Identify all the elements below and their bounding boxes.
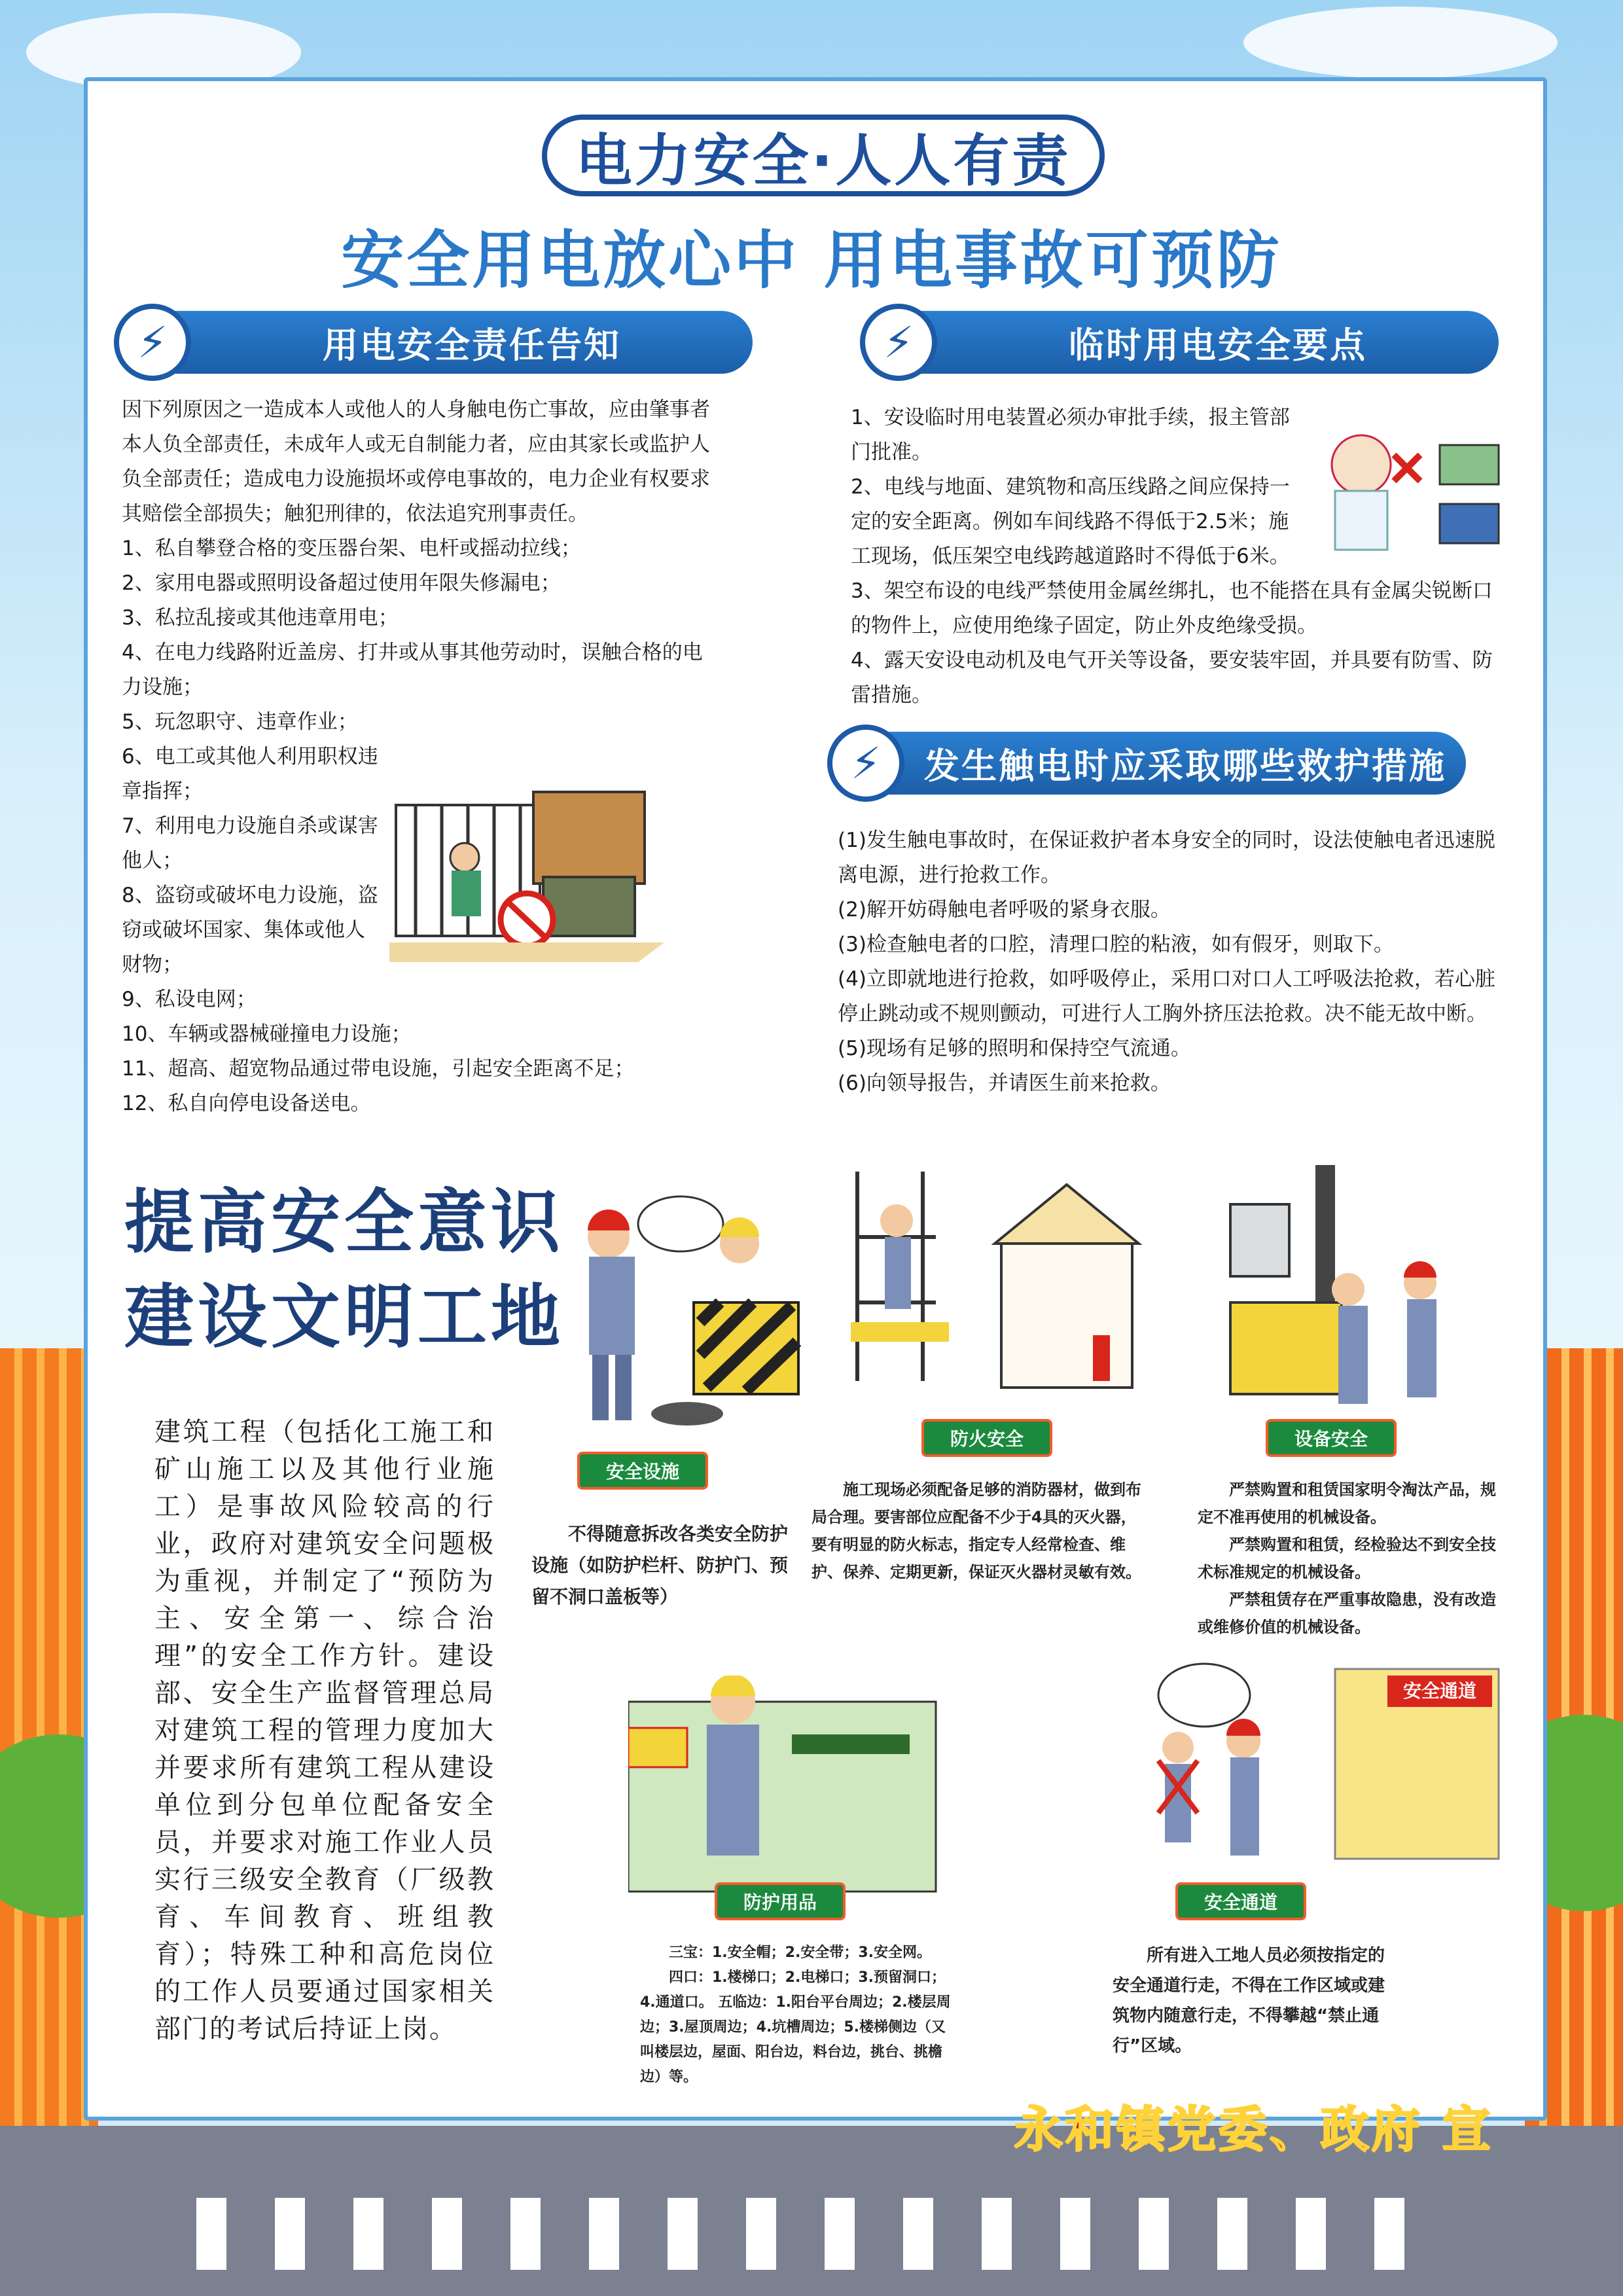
rescue-text xyxy=(838,823,1505,1101)
page-title: 电力安全·人人有责 xyxy=(575,128,1071,194)
notice-text xyxy=(122,393,711,1121)
list-item: (4)立即就地进行抢救，如呼吸停止，采用口对口人工呼吸法抢救，若心脏停止跳动或不规则颤动，可进行人工胸外挤压法抢救。决不能无故中断。 xyxy=(838,967,1495,1026)
no-touch-warning-illustration xyxy=(1315,419,1505,563)
lightning-icon: ⚡ xyxy=(114,304,191,381)
card-paragraph: 严禁租赁存在严重事故隐患，没有改造或维修价值的机械设备。 xyxy=(1198,1590,1496,1636)
list-item: 10、车辆或器械碰撞电力设施； xyxy=(122,1022,412,1046)
list-item: 8、盗窃或破坏电力设施，盗窃或破坏国家、集体或他人财物； xyxy=(122,884,378,977)
list-item: (1)发生触电事故时，在保证救护者本身安全的同时，设法使触电者迅速脱离电源，进行抢救工作。 xyxy=(838,829,1495,887)
slogan xyxy=(124,1175,564,1365)
card-text-equipment-safety xyxy=(1198,1476,1499,1641)
section-title: 发生触电时应采取哪些救护措施 xyxy=(924,745,1446,787)
slogan-line: 建设文明工地 xyxy=(124,1277,564,1357)
card-paragraph: 不得随意拆改各类安全防护设施（如防护栏杆、防护门、预留不洞口盖板等） xyxy=(531,1523,789,1607)
list-item: (2)解开妨碍触电者呼吸的紧身衣服。 xyxy=(838,898,1171,922)
card-paragraph: 四口：1.楼梯口；2.电梯口；3.预留洞口；4.通道口。 五临边：1.阳台平台周边；2.楼层周边；3.屋顶周边；4.坑槽周边；5.楼梯侧边（又叫楼层边，屋面、阳台边，料台边，挑台、挑檐边）等。 xyxy=(640,1969,951,2085)
section-title: 用电安全责任告知 xyxy=(323,324,621,366)
card-text-safety-facilities xyxy=(531,1518,793,1613)
card-text-fire-safety xyxy=(812,1476,1152,1586)
equipment-safety-illustration xyxy=(1217,1165,1479,1427)
card-paragraph: 所有进入工地人员必须按指定的安全通道行走，不得在工作区域或建筑物内随意行走，不得攀越“禁止通行”区域。 xyxy=(1113,1946,1385,2056)
section-header-temporary xyxy=(870,311,1499,374)
list-item: 2、家用电器或照明设备超过使用年限失修漏电； xyxy=(122,571,561,595)
fire-safety-illustration xyxy=(844,1172,1158,1420)
list-item: (3)检查触电者的口腔，清理口腔的粘液，如有假牙，则取下。 xyxy=(838,933,1394,956)
list-item: 7、利用电力设施自杀或谋害他人； xyxy=(122,814,378,872)
section-header-notice xyxy=(124,311,753,374)
safety-facilities-illustration xyxy=(556,1191,818,1440)
badge-protective-gear: 防护用品 xyxy=(717,1885,843,1918)
title-banner xyxy=(542,115,1105,196)
section-title: 临时用电安全要点 xyxy=(1069,324,1367,366)
card-text-safe-passage xyxy=(1113,1941,1400,2061)
list-item: 9、私设电网； xyxy=(122,988,257,1011)
list-item: 6、电工或其他人利用职权违章指挥； xyxy=(122,745,378,803)
safe-passage-illustration xyxy=(1139,1656,1505,1872)
list-item: 12、私自向停电设备送电。 xyxy=(122,1092,371,1115)
list-item: 1、私自攀登合格的变压器台架、电杆或摇动拉线； xyxy=(122,537,581,560)
card-paragraph: 严禁购置和租赁国家明令淘汰产品，规定不准再使用的机械设备。 xyxy=(1198,1480,1496,1526)
lightning-icon: ⚡ xyxy=(827,725,904,802)
list-item: 4、在电力线路附近盖房、打井或从事其他劳动时，误触合格的电力设施； xyxy=(122,641,703,699)
footer-publisher: 永和镇党委、政府 宣 xyxy=(1014,2102,1493,2158)
lightning-icon: ⚡ xyxy=(860,304,937,381)
notice-intro: 因下列原因之一造成本人或他人的人身触电伤亡事故，应由肇事者本人负全部责任，未成年人或无自制能力者，应由其家长或监护人负全部责任；造成电力设施损坏或停电事故的，电力企业有权要求其赔偿全部损失；触犯刑律的，依法追究刑事责任。 xyxy=(122,398,710,526)
page-subtitle: 安全用电放心中 用电事故可预防 xyxy=(341,224,1282,297)
section-header-rescue xyxy=(838,732,1466,795)
list-item: 1、安设临时用电装置必须办审批手续，报主管部门批准。 xyxy=(851,406,1290,464)
list-item: (5)现场有足够的照明和保持空气流通。 xyxy=(838,1037,1191,1060)
card-paragraph: 严禁购置和租赁，经检验达不到安全技术标准规定的机械设备。 xyxy=(1198,1535,1496,1581)
list-item: 11、超高、超宽物品通过带电设施，引起安全距离不足； xyxy=(122,1057,635,1081)
badge-equipment-safety: 设备安全 xyxy=(1268,1422,1394,1454)
list-item: 2、电线与地面、建筑物和高压线路之间应保持一定的安全距离。例如车间线路不得低于2.5米；施工现场，低压架空电线跨越道路时不得低于6米。 xyxy=(851,475,1290,568)
card-text-protective-gear xyxy=(640,1941,954,2090)
card-paragraph: 三宝：1.安全帽；2.安全带；3.安全网。 xyxy=(669,1945,931,1961)
list-item: 3、架空布设的电线严禁使用金属丝绑扎，也不能搭在具有金属尖锐断口的物件上，应使用绝缘子固定，防止外皮绝缘受损。 xyxy=(851,579,1493,637)
badge-fire-safety: 防火安全 xyxy=(924,1422,1050,1454)
card-paragraph: 施工现场必须配备足够的消防器材，做到布局合理。要害部位应配备不少于4具的灭火器，要有明显的防火标志，指定专人经常检查、维护、保养、定期更新，保证灭火器材灵敏有效。 xyxy=(812,1480,1141,1581)
passage-sign: 安全通道 xyxy=(1402,1680,1477,1702)
list-item: 3、私拉乱接或其他违章用电； xyxy=(122,606,399,630)
list-item: 5、玩忽职守、违章作业； xyxy=(122,710,358,734)
badge-safety-facilities: 安全设施 xyxy=(580,1454,705,1487)
cloud xyxy=(1243,7,1558,79)
climbing-fence-illustration xyxy=(389,779,664,962)
slogan-body: 建筑工程（包括化工施工和矿山施工以及其他行业施工）是事故风险较高的行业，政府对建筑安全问题极为重视，并制定了“预防为主、安全第一、综合治理”的安全工作方针。建设部、安全生产监督管理总局对建筑工程的管理力度加大并要求所有建筑工程从建设单位到分包单位配备安全员，并要求对施工作业人员实行三级安全教育（厂级教育、车间教育、班组教育）；特殊工种和高危岗位的工作人员要通过国家相关部门的考试后持证上岗。 xyxy=(154,1417,495,2044)
slogan-line: 提高安全意识 xyxy=(124,1182,564,1263)
badge-safe-passage: 安全通道 xyxy=(1178,1885,1304,1918)
list-item: 4、露天安设电动机及电气开关等设备，要安装牢固，并具要有防雪、防雷措施。 xyxy=(851,649,1493,707)
protective-gear-illustration xyxy=(628,1676,942,1898)
list-item: (6)向领导报告，并请医生前来抢救。 xyxy=(838,1071,1171,1095)
